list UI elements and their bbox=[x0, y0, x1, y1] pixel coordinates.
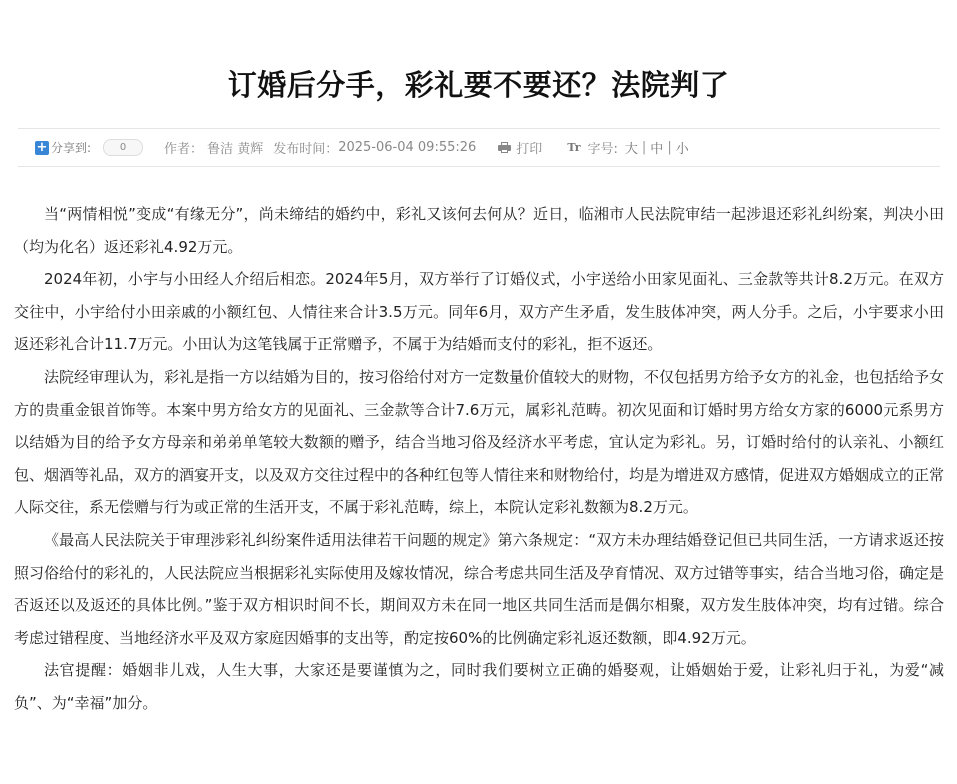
font-size-label: 字号: bbox=[587, 142, 618, 157]
paragraph-facts: 2024年初，小宇与小田经人介绍后相恋。2024年5月，双方举行了订婚仪式，小宇送给小田家见面礼、三金款等共计8.2万元。在双方交往中，小宇给付小田亲戚的小额红包、人情往来合计3.5万元。同年6月，双方产生矛盾，发生肢体冲突，两人分手。之后，小宇要求小田返还彩礼合计11.7万元。小田认为这笔钱属于正常赠予，不属于为结婚而支付的彩礼，拒不返还。 bbox=[14, 270, 944, 354]
share-count: 0 bbox=[103, 139, 143, 156]
font-size-separator: | bbox=[641, 140, 647, 155]
font-size-large-button[interactable]: 大 bbox=[624, 142, 638, 157]
share-label[interactable]: 分享到: bbox=[51, 141, 92, 155]
printer-icon[interactable] bbox=[498, 142, 511, 153]
font-size-medium-button[interactable]: 中 bbox=[650, 142, 664, 157]
author-names: 鲁洁 黄辉 bbox=[207, 142, 264, 157]
article-meta-bar bbox=[18, 128, 940, 167]
plus-share-icon[interactable]: + bbox=[36, 139, 48, 155]
paragraph-court-reasoning: 法院经审理认为，彩礼是指一方以结婚为目的，按习俗给付对方一定数量价值较大的财物，不仅包括男方给予女方的礼金，也包括给予女方的贵重金银首饰等。本案中男方给女方的见面礼、三金款等合计7.6万元，属彩礼范畴。初次见面和订婚时男方给女方家的6000元系男方以结婚为目的给予女方母亲和弟弟单笔较大数额的赠予，结合当地习俗及经济水平考虑，宜认定为彩礼。另，订婚时给付的认亲礼、小额红包、烟酒等礼品，双方的酒宴开支，以及双方交往过程中的各种红包等人情往来和财物给付，均是为增进双方感情，促进双方婚姻成立的正常人际交往，系无偿赠与行为或正常的生活开支，不属于彩礼范畴，综上，本院认定彩礼数额为8.2万元。 bbox=[14, 367, 945, 517]
article-body bbox=[14, 198, 944, 720]
publish-time: 2025-06-04 09:55:26 bbox=[338, 140, 477, 155]
paragraph-judge-reminder: 法官提醒：婚姻非儿戏，人生大事，大家还是要谨慎为之，同时我们要树立正确的婚娶观，让婚姻始于爱，让彩礼归于礼，为爱“减负”、为“幸福”加分。 bbox=[14, 661, 944, 712]
page-title: 订婚后分手，彩礼要不要还？法院判了 bbox=[227, 68, 730, 103]
publish-time-label: 发布时间： bbox=[273, 142, 339, 157]
author-label: 作者： bbox=[164, 142, 204, 157]
paragraph-legal-provision: 《最高人民法院关于审理涉彩礼纠纷案件适用法律若干问题的规定》第六条规定：“双方未办理结婚登记但已共同生活，一方请求返还按照习俗给付的彩礼的，人民法院应当根据彩礼实际使用及嫁妆情况，综合考虑共同生活及孕育情况、双方过错等事实，结合当地习俗，确定是否返还以及返还的具体比例。”鉴于双方相识时间不长，期间双方未在同一地区共同生活而是偶尔相聚，双方发生肢体冲突，均有过错。综合考虑过错程度、当地经济水平及双方家庭因婚事的支出等，酌定按60%的比例确定彩礼返还数额，即4.92万元。 bbox=[14, 530, 945, 647]
font-size-separator: | bbox=[667, 140, 672, 155]
font-size-tt-icon: Tr bbox=[567, 141, 581, 154]
share-widget[interactable] bbox=[35, 139, 143, 156]
print-label[interactable]: 打印 bbox=[516, 142, 543, 157]
print-button[interactable] bbox=[498, 138, 542, 157]
paragraph-intro: 当“两情相悦”变成“有缘无分”，尚未缔结的婚约中，彩礼又该何去何从？近日，临湘市人民法院审结一起涉退还彩礼纠纷案，判决小田（均为化名）返还彩礼4.92万元。 bbox=[14, 205, 944, 256]
font-size-control bbox=[567, 138, 688, 157]
font-size-small-button[interactable]: 小 bbox=[675, 142, 689, 157]
